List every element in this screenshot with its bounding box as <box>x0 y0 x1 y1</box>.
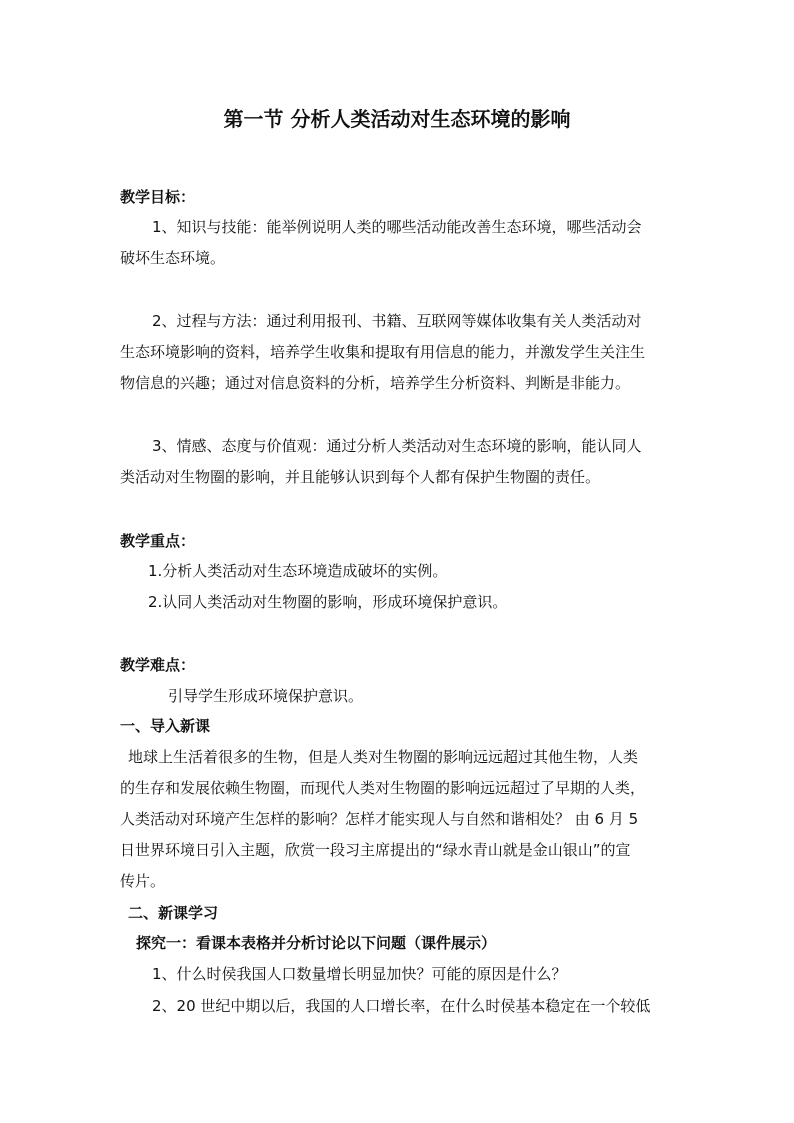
objective-3-line-2: 类活动对生物圈的影响，并且能够认识到每个人都有保护生物圈的责任。 <box>120 468 601 486</box>
question-1: 1、什么时侯我国人口数量增长明显加快？可能的原因是什么？ <box>152 965 567 983</box>
section-1-line-5: 传片。 <box>120 872 166 890</box>
difficulties-heading: 教学难点： <box>120 656 196 674</box>
key-point-2: 2.认同人类活动对生物圈的影响，形成环境保护意识。 <box>148 593 508 611</box>
difficulty-1: 引导学生形成环境保护意识。 <box>168 687 364 705</box>
objectives-heading: 教学目标： <box>120 188 196 206</box>
objective-2-line-2: 生态环境影响的资料，培养学生收集和提取有用信息的能力，并激发学生关注生 <box>120 343 646 361</box>
section-1-line-2: 的生存和发展依赖生物圈，而现代人类对生物圈的影响远远超过了早期的人类， <box>120 779 646 797</box>
section-1-heading: 一、导入新课 <box>120 717 211 735</box>
objective-3-line-1: 3、情感、态度与价值观：通过分析人类活动对生态环境的影响，能认同人 <box>152 437 642 455</box>
section-2-heading: 二、新课学习 <box>128 904 219 922</box>
key-points-heading: 教学重点： <box>120 532 196 550</box>
inquiry-1-heading: 探究一：看课本表格并分析讨论以下问题（课件展示） <box>136 934 497 952</box>
objective-1-line-2: 破坏生态环境。 <box>120 249 226 267</box>
question-2: 2、20 世纪中期以后，我国的人口增长率，在什么时侯基本稳定在一个较低 <box>152 997 651 1015</box>
key-point-1: 1.分析人类活动对生态环境造成破坏的实例。 <box>148 562 448 580</box>
section-1-line-1: 地球上生活着很多的生物，但是人类对生物圈的影响远远超过其他生物，人类 <box>128 748 639 766</box>
objective-1-line-1: 1、知识与技能：能举例说明人类的哪些活动能改善生态环境，哪些活动会 <box>152 218 642 236</box>
objective-2-line-1: 2、过程与方法：通过利用报刊、书籍、互联网等媒体收集有关人类活动对 <box>152 312 642 330</box>
objective-2-line-3: 物信息的兴趣；通过对信息资料的分析，培养学生分析资料、判断是非能力。 <box>120 374 631 392</box>
section-1-line-3: 人类活动对环境产生怎样的影响？怎样才能实现人与自然和谐相处？ 由 6 月 5 <box>120 810 639 828</box>
section-1-line-4: 日世界环境日引入主题，欣赏一段习主席提出的“绿水青山就是金山银山”的宣 <box>120 841 631 859</box>
page-title: 第一节 分析人类活动对生态环境的影响 <box>223 107 571 131</box>
